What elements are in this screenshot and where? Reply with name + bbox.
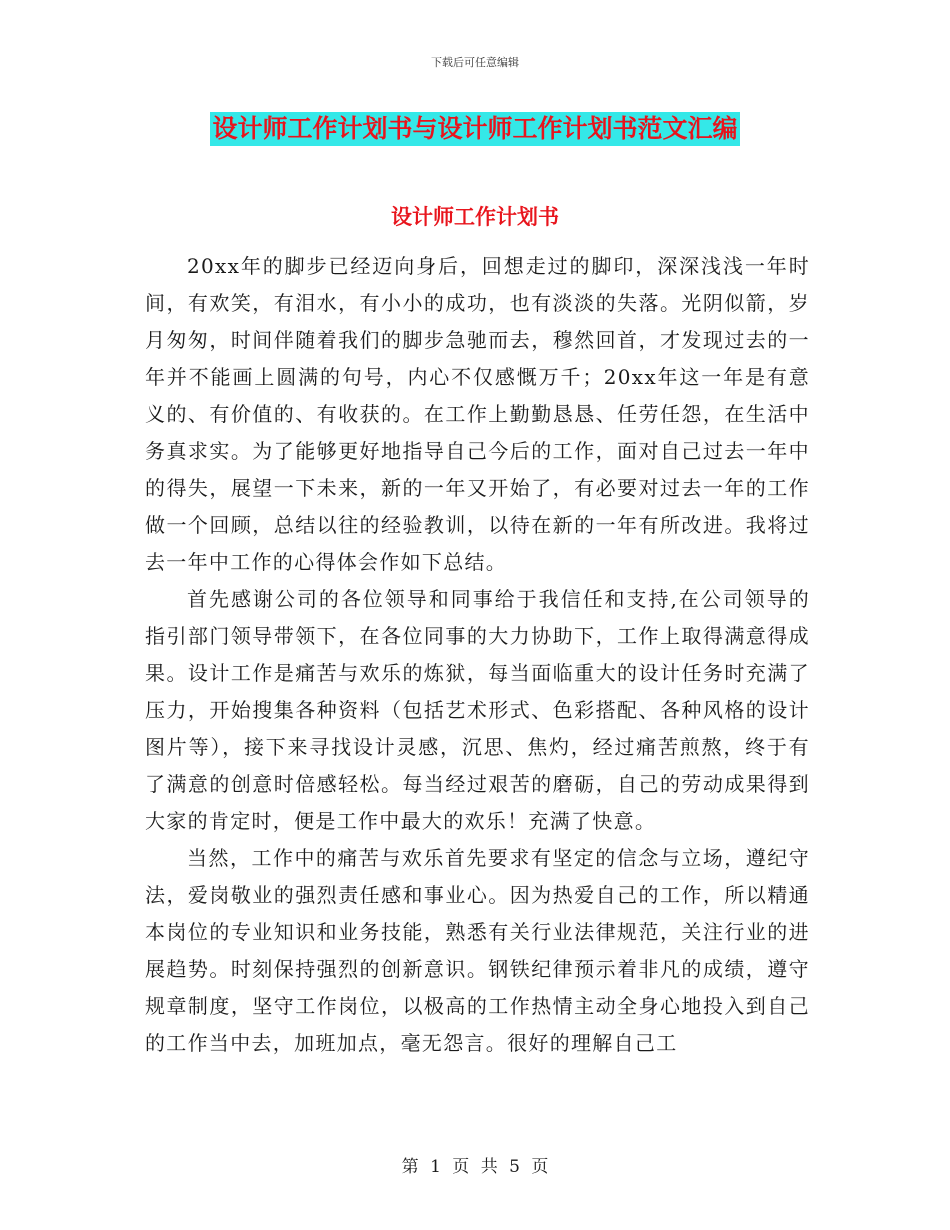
- section-title: 设计师工作计划书: [391, 205, 559, 229]
- paragraph-1: 20xx年的脚步已经迈向身后，回想走过的脚印，深深浅浅一年时间，有欢笑，有泪水，有小小的成功，也有淡淡的失落。光阴似箭，岁月匆匆，时间伴随着我们的脚步急驰而去，穆然回首，才发现过去的一年并不能画上圆满的句号，内心不仅感慨万千；20xx年这一年是有意义的、有价值的、有收获的。在工作上勤勤恳恳、任劳任怨，在生活中务真求实。为了能够更好地指导自己今后的工作，面对自己过去一年中的得失，展望一下未来，新的一年又开始了，有必要对过去一年的工作做一个回顾，总结以往的经验教训，以待在新的一年有所改进。我将过去一年中工作的心得体会作如下总结。: [145, 254, 810, 574]
- page-header-note: 下载后可任意编辑: [431, 56, 519, 69]
- document-title: 设计师工作计划书与设计师工作计划书范文汇编: [210, 112, 739, 146]
- page-number-footer: 第 1 页 共 5 页: [401, 1157, 549, 1177]
- paragraph-2: 首先感谢公司的各位领导和同事给于我信任和支持,在公司领导的指引部门领导带领下，在各位同事的大力协助下，工作上取得满意得成果。设计工作是痛苦与欢乐的炼狱，每当面临重大的设计任务时充满了压力，开始搜集各种资料（包括艺术形式、色彩搭配、各种风格的设计图片等），接下来寻找设计灵感，沉思、焦灼，经过痛苦煎熬，终于有了满意的创意时倍感轻松。每当经过艰苦的磨砺，自己的劳动成果得到大家的肯定时，便是工作中最大的欢乐！充满了快意。: [145, 587, 810, 833]
- document-title-container: [0, 112, 950, 146]
- paragraph-3: 当然，工作中的痛苦与欢乐首先要求有坚定的信念与立场，遵纪守法，爱岗敬业的强烈责任感和事业心。因为热爱自己的工作，所以精通本岗位的专业知识和业务技能，熟悉有关行业法律规范，关注行业的进展趋势。时刻保持强烈的创新意识。钢铁纪律预示着非凡的成绩，遵守规章制度，坚守工作岗位，以极高的工作热情主动全身心地投入到自己的工作当中去，加班加点，毫无怨言。很好的理解自己工: [145, 846, 810, 1055]
- document-body: [145, 248, 810, 1062]
